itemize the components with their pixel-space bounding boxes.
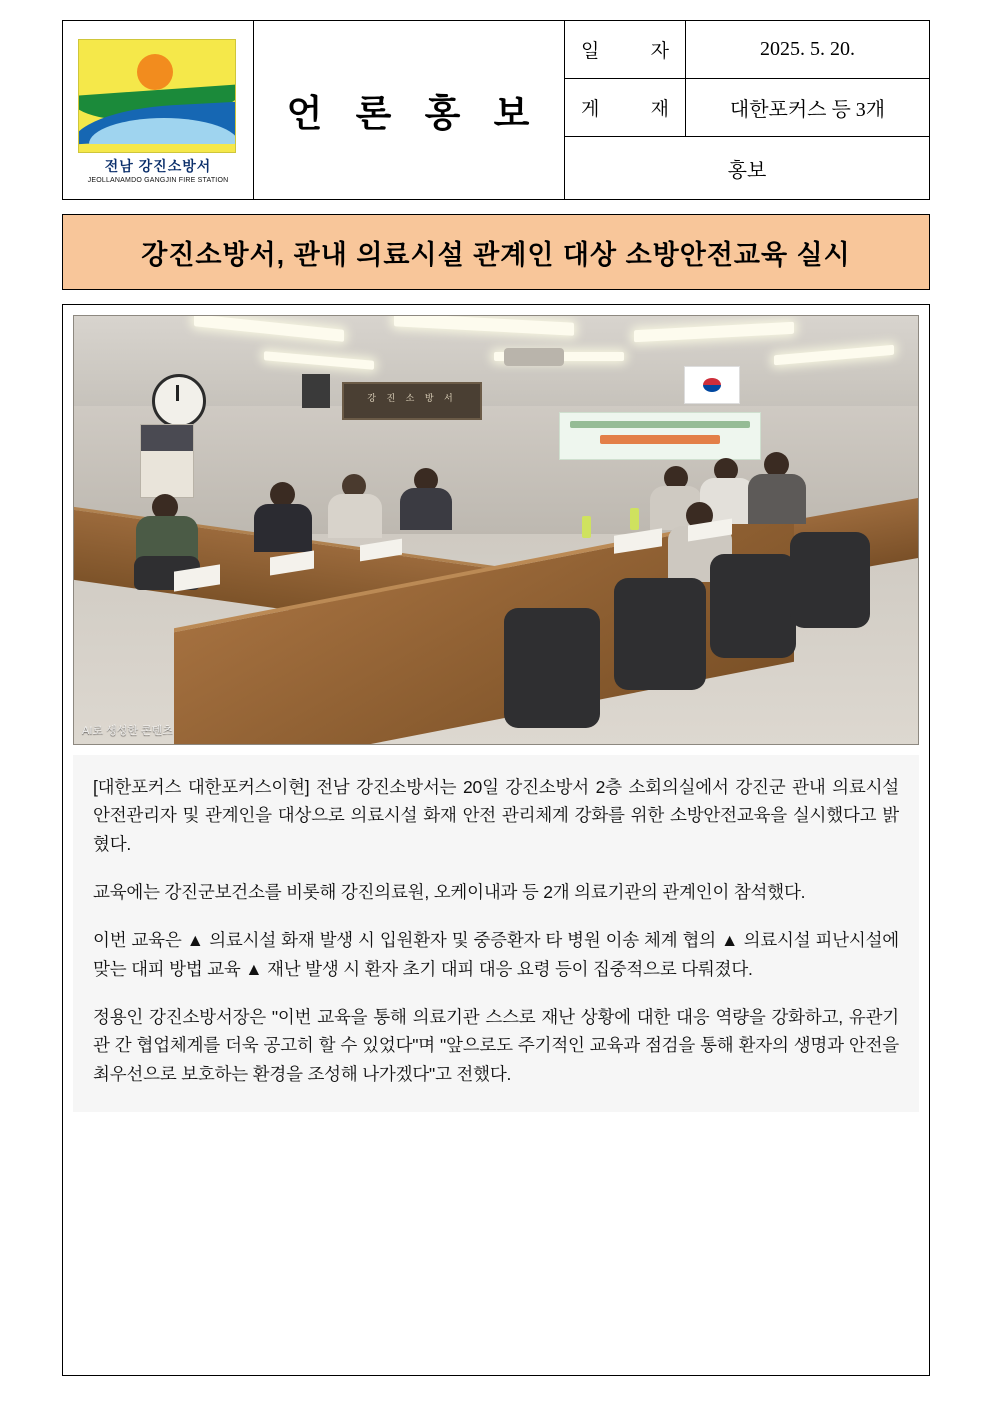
article-body: [73, 755, 919, 1112]
publication-label-left: 게: [581, 99, 600, 120]
fire-station-logo-icon: [78, 39, 236, 153]
document-body-frame: [62, 304, 930, 1376]
publication-value-cell: 대한포커스 등 3개: [686, 79, 930, 137]
wall-clock-icon: [152, 374, 206, 428]
article-paragraph-3: 이번 교육은 ▲ 의료시설 화재 발생 시 입원환자 및 중증환자 타 병원 이송 체계 협의 ▲ 의료시설 피난시설에 맞는 대피 방법 교육 ▲ 재난 발생 시 환자 초기 대피 대응 요령 등이 집중적으로 다뤄졌다.: [93, 930, 899, 979]
article-paragraph-1: [대한포커스 대한포커스이현] 전남 강진소방서는 20일 강진소방서 2층 소회의실에서 강진군 관내 의료시설 안전관리자 및 관계인을 대상으로 의료시설 화재 안전 관리체계 강화를 위한 소방안전교육을 실시했다고 밝혔다.: [93, 777, 899, 854]
date-label-cell: [565, 21, 686, 79]
news-photo: [73, 315, 919, 745]
logo-label-korean: 전남 강진소방서: [104, 157, 212, 174]
category-value-cell: 홍보: [565, 137, 930, 200]
korean-flag-icon: [684, 366, 740, 404]
date-label-left: 일: [581, 41, 600, 62]
photo-banner-text: 강 진 소 방 서: [367, 393, 457, 403]
article-paragraph-2: 교육에는 강진군보건소를 비롯해 강진의료원, 오케이내과 등 2개 의료기관의 관계인이 참석했다.: [93, 882, 806, 903]
document-title: 언 론 홍 보: [286, 94, 542, 135]
headline-banner: [62, 214, 930, 290]
date-label-right: 자: [650, 41, 669, 62]
publication-label-cell: [565, 79, 686, 137]
article-paragraph-4: 정용인 강진소방서장은 "이번 교육을 통해 의료기관 스스로 재난 상황에 대한 대응 역량을 강화하고, 유관기관 간 협업체계를 더욱 공고히 할 수 있었다"며 "앞으로도 주기적인 교육과 점검을 통해 환자의 생명과 안전을 최우선으로 보호하는 환경을 조성해 나가겠다"고 전했다.: [93, 1007, 899, 1084]
headline-text: 강진소방서, 관내 의료시설 관계인 대상 소방안전교육 실시: [141, 239, 851, 270]
publication-label-right: 재: [650, 99, 669, 120]
date-value-cell: 2025. 5. 20.: [686, 21, 930, 79]
document-header-table: [62, 20, 930, 200]
logo-label-english: JEOLLANAMDO GANGJIN FIRE STATION: [87, 176, 229, 184]
agency-logo-cell: [63, 21, 254, 200]
document-title-cell: [254, 21, 565, 200]
photo-watermark: AI로 생성한 콘텐츠: [82, 725, 173, 737]
